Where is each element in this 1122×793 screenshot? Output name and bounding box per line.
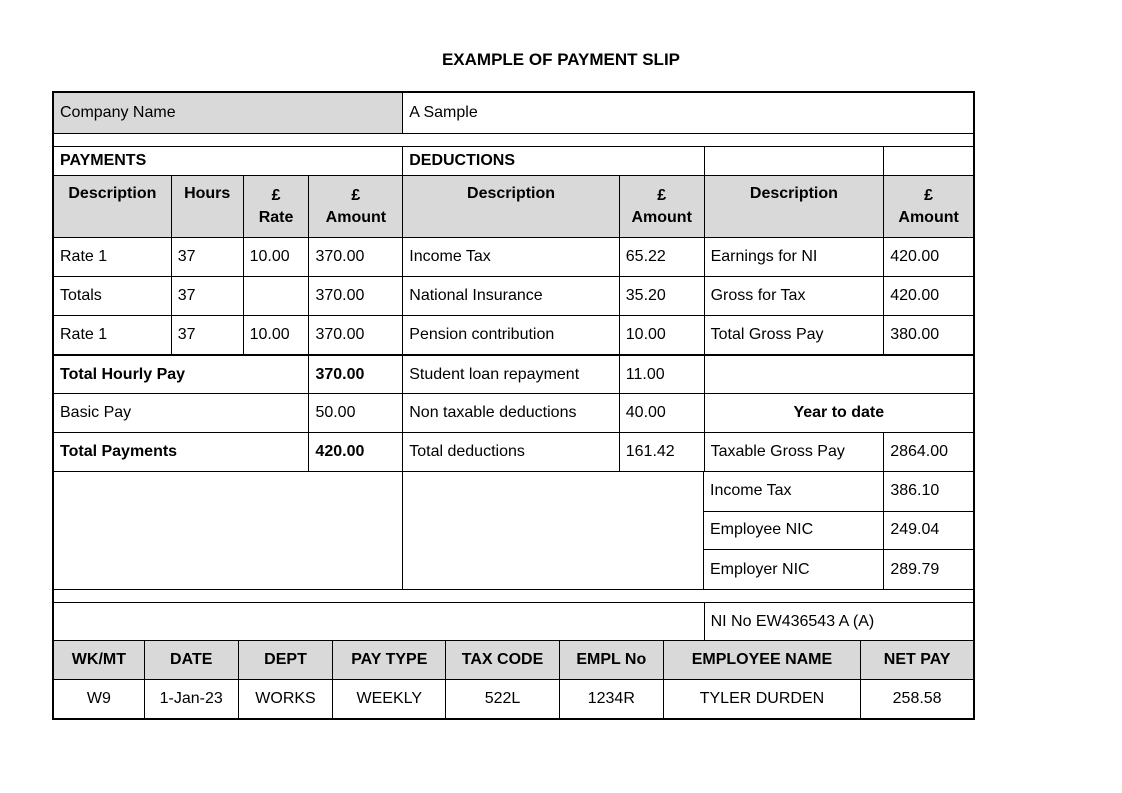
footer-tax-code: 522L	[445, 680, 559, 718]
amount-header	[308, 176, 402, 237]
spacer-row	[54, 589, 973, 602]
ytd-block	[54, 471, 973, 589]
footer-header-wkmt: WK/MT	[54, 641, 144, 679]
company-name-label: Company Name	[54, 93, 402, 133]
footer-net-pay: 258.58	[860, 680, 973, 718]
earnings-amount-header	[883, 176, 973, 237]
footer-wkmt: W9	[86, 690, 111, 707]
footer-empl-no: 1234R	[559, 680, 663, 718]
slip-title: EXAMPLE OF PAYMENT SLIP	[441, 50, 681, 69]
deduction-description: Pension contribution	[402, 316, 619, 354]
table-row	[704, 511, 973, 550]
deduction-amount-label: Amount	[631, 208, 692, 226]
ytd-description: Income Tax	[710, 482, 792, 500]
pay-description: Rate 1	[60, 326, 108, 343]
earnings-description-header: Description	[704, 176, 884, 237]
rate-label: Rate	[258, 208, 294, 226]
spacer-row	[54, 133, 973, 146]
pay-description: Totals	[60, 287, 102, 304]
ytd-description: Employer NIC	[710, 560, 810, 578]
table-row	[54, 237, 973, 276]
pay-amount: 370.00	[308, 316, 402, 354]
footer-header-empl-no: EMPL No	[559, 641, 663, 679]
footer-header-tax-code: TAX CODE	[445, 641, 559, 679]
ni-number: NI No EW436543 A (A)	[704, 603, 973, 640]
deduction-description: Non taxable deductions	[402, 394, 619, 432]
deduction-amount: 65.22	[619, 238, 704, 276]
pay-description: Rate 1	[60, 248, 108, 265]
total-deductions-amount: 161.42	[619, 433, 704, 471]
blank-cell	[54, 472, 402, 589]
earnings-amount-label: Amount	[898, 208, 959, 226]
footer-pay-type: WEEKLY	[332, 680, 445, 718]
table-row	[54, 276, 973, 315]
total-payments-label: Total Payments	[60, 443, 178, 460]
footer-header-pay-type: PAY TYPE	[332, 641, 445, 679]
pay-description-header: Description	[54, 176, 171, 237]
pay-rate	[243, 277, 309, 315]
earnings-description: Earnings for NI	[704, 238, 884, 276]
footer-employee-name: TYLER DURDEN	[663, 680, 861, 718]
table-row	[54, 315, 973, 354]
earnings-description: Gross for Tax	[704, 277, 884, 315]
footer-header-dept: DEPT	[238, 641, 333, 679]
ni-number-row	[54, 602, 973, 640]
footer-dept: WORKS	[238, 680, 333, 718]
ytd-amount: 386.10	[883, 472, 973, 511]
footer-value-row	[54, 679, 973, 718]
ytd-description: Employee NIC	[710, 521, 814, 539]
company-row	[54, 93, 973, 133]
pay-rate: 10.00	[243, 238, 309, 276]
hours-header: Hours	[171, 176, 243, 237]
deduction-description-header: Description	[402, 176, 619, 237]
basic-pay-label: Basic Pay	[60, 404, 132, 421]
table-row	[704, 472, 973, 511]
total-hourly-pay-label: Total Hourly Pay	[60, 365, 186, 383]
deduction-amount: 11.00	[619, 356, 704, 393]
ytd-amount: 2864.00	[883, 433, 973, 471]
company-name-value: A Sample	[402, 93, 973, 133]
payments-section-label: PAYMENTS	[60, 152, 147, 169]
pay-hours: 37	[171, 238, 243, 276]
ytd-rows	[703, 472, 973, 589]
deduction-description: Student loan repayment	[402, 356, 619, 393]
payment-slip-table	[52, 91, 975, 720]
pay-hours: 37	[171, 277, 243, 315]
footer-header-employee-name: EMPLOYEE NAME	[663, 641, 861, 679]
basic-pay-amount: 50.00	[308, 394, 402, 432]
deduction-currency-symbol: £	[657, 186, 667, 204]
footer-date: 1-Jan-23	[144, 680, 238, 718]
footer-header-net-pay: NET PAY	[860, 641, 973, 679]
earnings-amount: 420.00	[883, 238, 973, 276]
blank-cell	[402, 472, 703, 589]
amount-label: Amount	[325, 208, 387, 226]
ytd-amount: 249.04	[883, 512, 973, 550]
table-row	[54, 432, 973, 471]
table-row	[54, 393, 973, 432]
pay-rate: 10.00	[243, 316, 309, 354]
total-hourly-pay-amount: 370.00	[308, 356, 402, 393]
blank-cell	[883, 147, 973, 175]
section-row	[54, 146, 973, 175]
deduction-description: National Insurance	[402, 277, 619, 315]
deduction-amount: 40.00	[619, 394, 704, 432]
deduction-amount: 35.20	[619, 277, 704, 315]
total-deductions-label: Total deductions	[402, 433, 619, 471]
earnings-amount: 380.00	[883, 316, 973, 354]
pay-amount: 370.00	[308, 277, 402, 315]
total-payments-amount: 420.00	[308, 433, 402, 471]
amount-currency-symbol: £	[351, 186, 361, 204]
deduction-amount-header	[619, 176, 704, 237]
year-to-date-heading: Year to date	[704, 394, 973, 432]
column-header-row	[54, 175, 973, 237]
deductions-section-label: DEDUCTIONS	[402, 147, 703, 175]
table-row	[704, 549, 973, 589]
blank-cell	[704, 147, 884, 175]
rate-header	[243, 176, 309, 237]
ytd-amount: 289.79	[883, 550, 973, 589]
deduction-amount: 10.00	[619, 316, 704, 354]
footer-header-row	[54, 640, 973, 679]
earnings-amount: 420.00	[883, 277, 973, 315]
pay-amount: 370.00	[308, 238, 402, 276]
earnings-currency-symbol: £	[924, 186, 934, 204]
ytd-description: Taxable Gross Pay	[704, 433, 884, 471]
deduction-description: Income Tax	[402, 238, 619, 276]
pay-hours: 37	[171, 316, 243, 354]
rate-currency-symbol: £	[271, 186, 281, 204]
table-row	[54, 354, 973, 393]
earnings-description: Total Gross Pay	[704, 316, 884, 354]
blank-cell	[54, 603, 704, 640]
blank-cell	[704, 356, 973, 393]
footer-header-date: DATE	[144, 641, 238, 679]
